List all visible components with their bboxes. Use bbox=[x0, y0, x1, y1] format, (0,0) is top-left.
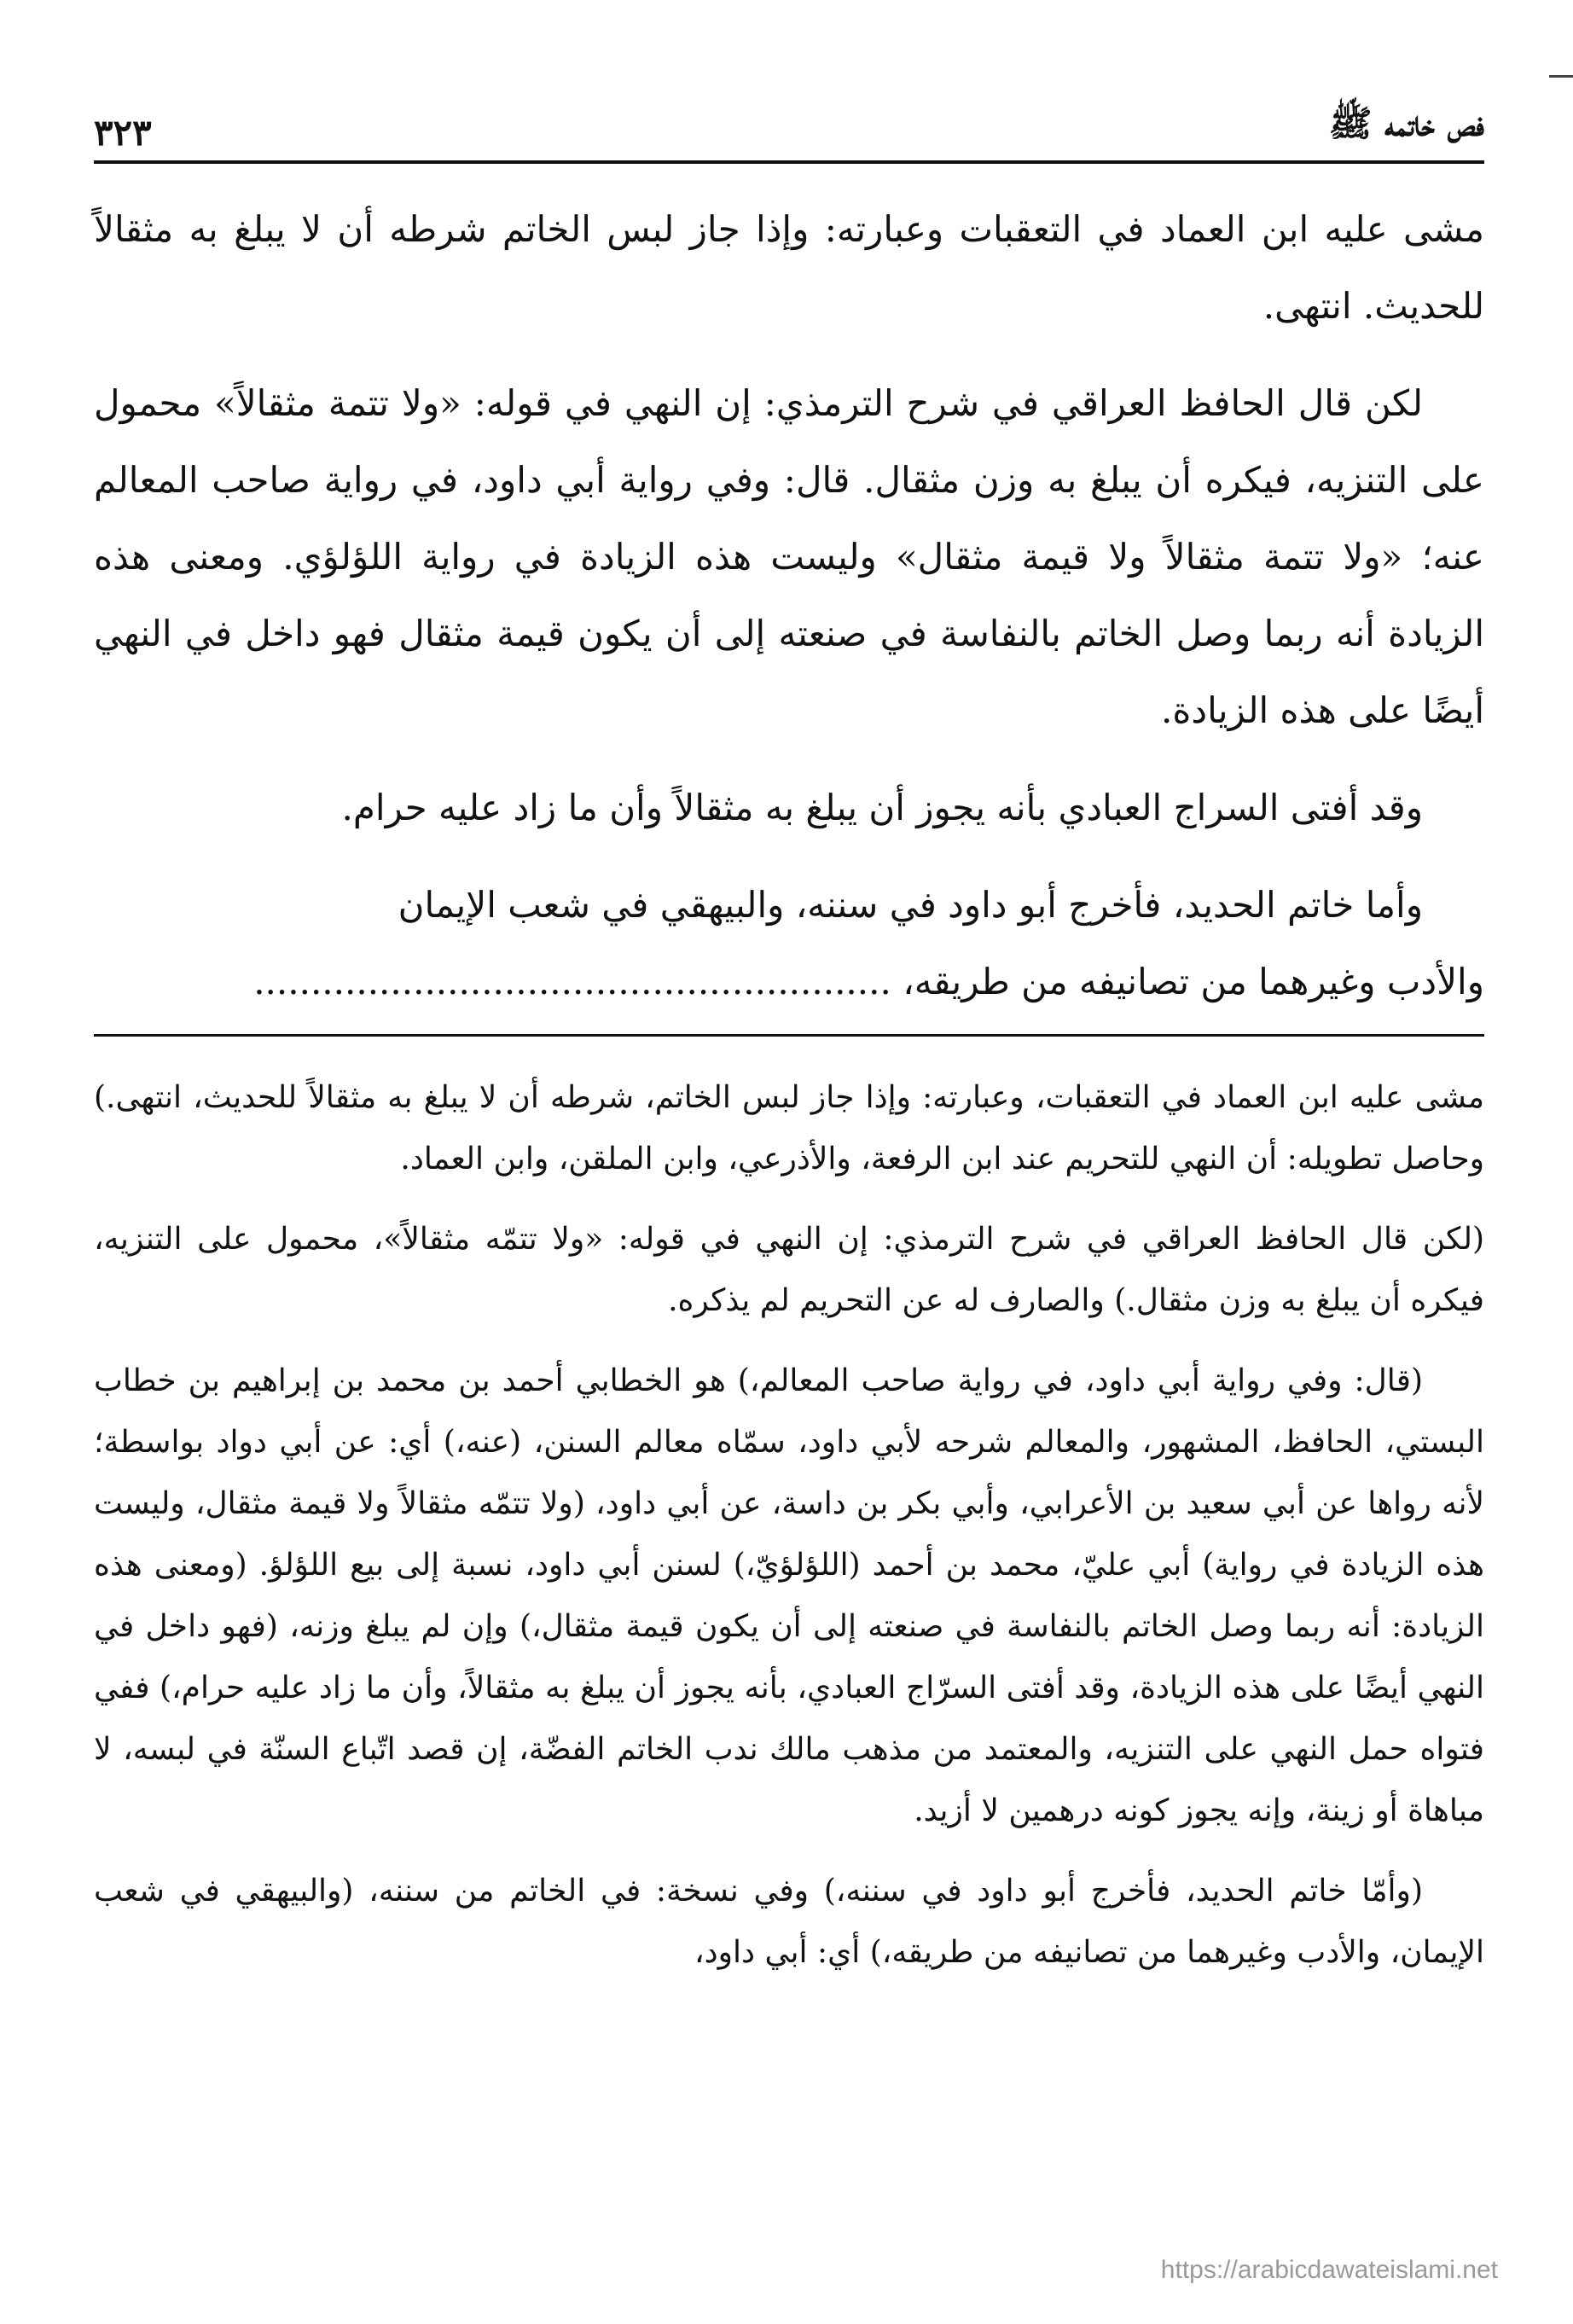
main-text bbox=[94, 191, 1484, 1020]
source-watermark: https://arabicdawateislami.net bbox=[1160, 2256, 1498, 2284]
chapter-title: فص خاتمه ﷺ bbox=[1328, 102, 1484, 144]
main-paragraph: وأما خاتم الحديد، فأخرج أبو داود في سننه، والبيهقي في شعب الإيمان bbox=[398, 884, 1423, 926]
commentary-divider bbox=[94, 1034, 1484, 1037]
page-number: ٣٢٣ bbox=[94, 112, 152, 154]
book-page bbox=[94, 77, 1484, 1984]
continuation-dots: ........................................................ bbox=[253, 961, 891, 1002]
commentary-paragraph: مشى عليه ابن العماد في التعقبات، وعبارته: وإذا جاز لبس الخاتم، شرطه أن لا يبلغ به مثقالاً للحديث، انتهى.) وحاصل تطويله: أن النهي للتحريم عند ابن الرفعة، والأذرعي، وابن الملقن، وابن العماد. bbox=[94, 1080, 1484, 1177]
main-last-line-text: والأدب وغيرهما من تصانيفه من طريقه، bbox=[903, 961, 1484, 1002]
main-paragraph: مشى عليه ابن العماد في التعقبات وعبارته: وإذا جاز لبس الخاتم شرطه أن لا يبلغ به مثقالاً للحديث. انتهى. bbox=[94, 208, 1484, 327]
main-last-line bbox=[94, 944, 1484, 1020]
header-divider bbox=[94, 160, 1484, 164]
commentary-text bbox=[94, 1067, 1484, 1984]
running-header bbox=[94, 77, 1484, 154]
commentary-paragraph: (لكن قال الحافظ العراقي في شرح الترمذي: إن النهي في قوله: «ولا تتمّه مثقالاً»، محمول على التنزيه، فيكره أن يبلغ به وزن مثقال.) والصارف له عن التحريم لم يذكره. bbox=[94, 1222, 1484, 1318]
margin-mark bbox=[1549, 75, 1573, 78]
commentary-paragraph: (قال: وفي رواية أبي داود، في رواية صاحب المعالم،) هو الخطابي أحمد بن محمد بن إبراهيم بن خطاب البستي، الحافظ، المشهور، والمعالم شرحه لأبي داود، سمّاه معالم السنن، (عنه،) أي: عن أبي دواد بواسطة؛ لأنه رواها عن أبي سعيد بن الأعرابي، وأبي بكر بن داسة، عن أبي داود، (ولا تتمّه مثقالاً ولا قيمة مثقال، وليست هذه الزيادة في رواية) أبي عليّ، محمد بن أحمد (اللؤلؤيّ،) لسنن أبي داود، نسبة إلى بيع اللؤلؤ. (ومعنى هذه الزيادة: أنه ربما وصل الخاتم بالنفاسة في صنعته إلى أن يكون قيمة مثقال،) وإن لم يبلغ وزنه، (فهو داخل في النهي أيضًا على هذه الزيادة، وقد أفتى السرّاج العبادي، بأنه يجوز أن يبلغ به مثقالاً، وأن ما زاد عليه حرام،) ففي فتواه حمل النهي على التنزيه، والمعتمد من مذهب مالك ندب الخاتم الفضّة، إن قصد اتّباع السنّة في لبسه، لا مباهاة أو زينة، وإنه يجوز كونه درهمين لا أزيد. bbox=[94, 1363, 1484, 1828]
main-paragraph: لكن قال الحافظ العراقي في شرح الترمذي: إن النهي في قوله: «ولا تتمة مثقالاً» محمول على التنزيه، فيكره أن يبلغ به وزن مثقال. قال: وفي رواية أبي داود، في رواية صاحب المعالم عنه؛ «ولا تتمة مثقالاً ولا قيمة مثقال» وليست هذه الزيادة في رواية اللؤلؤي. ومعنى هذه الزيادة أنه ربما وصل الخاتم بالنفاسة في صنعته إلى أن يكون قيمة مثقال فهو داخل في النهي أيضًا على هذه الزيادة. bbox=[94, 382, 1484, 731]
commentary-paragraph: (وأمّا خاتم الحديد، فأخرج أبو داود في سننه،) وفي نسخة: في الخاتم من سننه، (والبيهقي في شعب الإيمان، والأدب وغيرهما من تصانيفه من طريقه،) أي: أبي داود، bbox=[94, 1874, 1484, 1970]
main-paragraph: وقد أفتى السراج العبادي بأنه يجوز أن يبلغ به مثقالاً وأن ما زاد عليه حرام. bbox=[341, 787, 1423, 828]
